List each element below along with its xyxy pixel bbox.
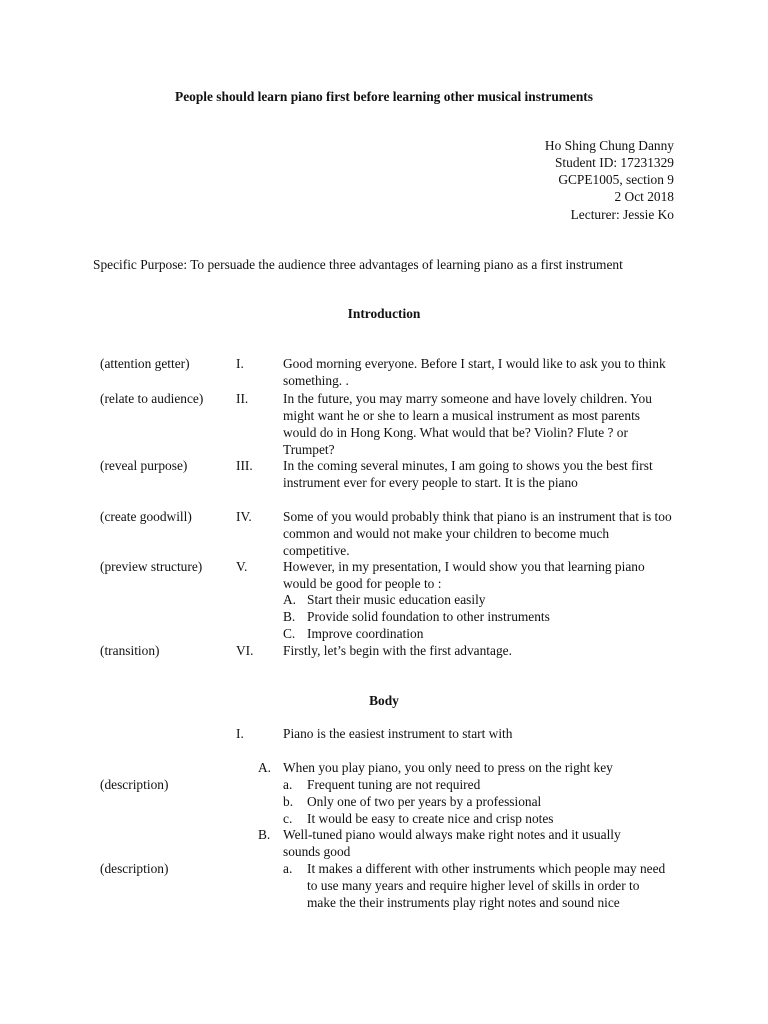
- specific-purpose: Specific Purpose: To persuade the audience three advantages of learning piano as a first instrument: [93, 257, 623, 272]
- intro-number: VI.: [236, 643, 254, 658]
- document-date: 2 Oct 2018: [614, 189, 674, 204]
- body-label-description: (description): [100, 777, 169, 792]
- document-title: People should learn piano first before learning other musical instruments: [175, 89, 593, 104]
- list-marker: C.: [283, 626, 296, 641]
- list-marker: c.: [283, 811, 293, 826]
- intro-label: (create goodwill): [100, 509, 192, 524]
- intro-label: (preview structure): [100, 559, 203, 574]
- list-text: Well-tuned piano would always make right notes and it usually sounds good: [283, 827, 621, 859]
- course-section: GCPE1005, section 9: [558, 172, 674, 187]
- intro-label: (attention getter): [100, 356, 190, 371]
- list-marker: b.: [283, 794, 294, 809]
- list-marker: a.: [283, 777, 293, 792]
- list-marker: A.: [258, 760, 272, 775]
- intro-text: In the coming several minutes, I am going to shows you the best first instrument ever for every people to start. It is the piano: [283, 458, 653, 490]
- intro-text: In the future, you may marry someone and have lovely children. You might want he or she to learn a musical instrument as most parents would do in Hong Kong. What would that be? Violin? Flute ? or Trumpet?: [283, 391, 652, 457]
- intro-label: (relate to audience): [100, 391, 204, 406]
- list-text: Frequent tuning are not required: [307, 777, 481, 792]
- intro-text: Some of you would probably think that piano is an instrument that is too common and would not make your children to become much competitive.: [283, 509, 672, 558]
- list-text: Only one of two per years by a professional: [307, 794, 542, 809]
- intro-number: I.: [236, 356, 244, 371]
- introduction-heading: Introduction: [347, 306, 421, 321]
- list-marker: a.: [283, 861, 293, 876]
- list-text: Start their music education easily: [307, 592, 486, 607]
- list-marker: A.: [283, 592, 297, 607]
- body-point-number: I.: [236, 726, 244, 741]
- intro-label: (reveal purpose): [100, 458, 188, 473]
- intro-number: II.: [236, 391, 249, 406]
- body-label-description: (description): [100, 861, 169, 876]
- intro-text: Firstly, let’s begin with the first advantage.: [283, 643, 512, 658]
- intro-text: However, in my presentation, I would show you that learning piano would be good for people to :: [283, 559, 645, 591]
- body-point-text: Piano is the easiest instrument to start with: [283, 726, 513, 741]
- intro-number: III.: [236, 458, 253, 473]
- intro-number: IV.: [236, 509, 252, 524]
- list-marker: B.: [258, 827, 271, 842]
- intro-label: (transition): [100, 643, 160, 658]
- list-text: It makes a different with other instruments which people may need to use many years and require higher level of skills in order to make the their instruments play right notes and sound nice: [307, 861, 666, 910]
- list-text: Provide solid foundation to other instruments: [307, 609, 550, 624]
- list-text: When you play piano, you only need to press on the right key: [283, 760, 613, 775]
- body-heading: Body: [369, 693, 399, 708]
- list-text: Improve coordination: [307, 626, 424, 641]
- student-id: Student ID: 17231329: [554, 155, 674, 170]
- author-name: Ho Shing Chung Danny: [544, 138, 674, 153]
- intro-number: V.: [236, 559, 248, 574]
- lecturer: Lecturer: Jessie Ko: [570, 207, 674, 222]
- intro-text: Good morning everyone. Before I start, I would like to ask you to think something. .: [283, 356, 666, 388]
- list-marker: B.: [283, 609, 296, 624]
- list-text: It would be easy to create nice and crisp notes: [307, 811, 554, 826]
